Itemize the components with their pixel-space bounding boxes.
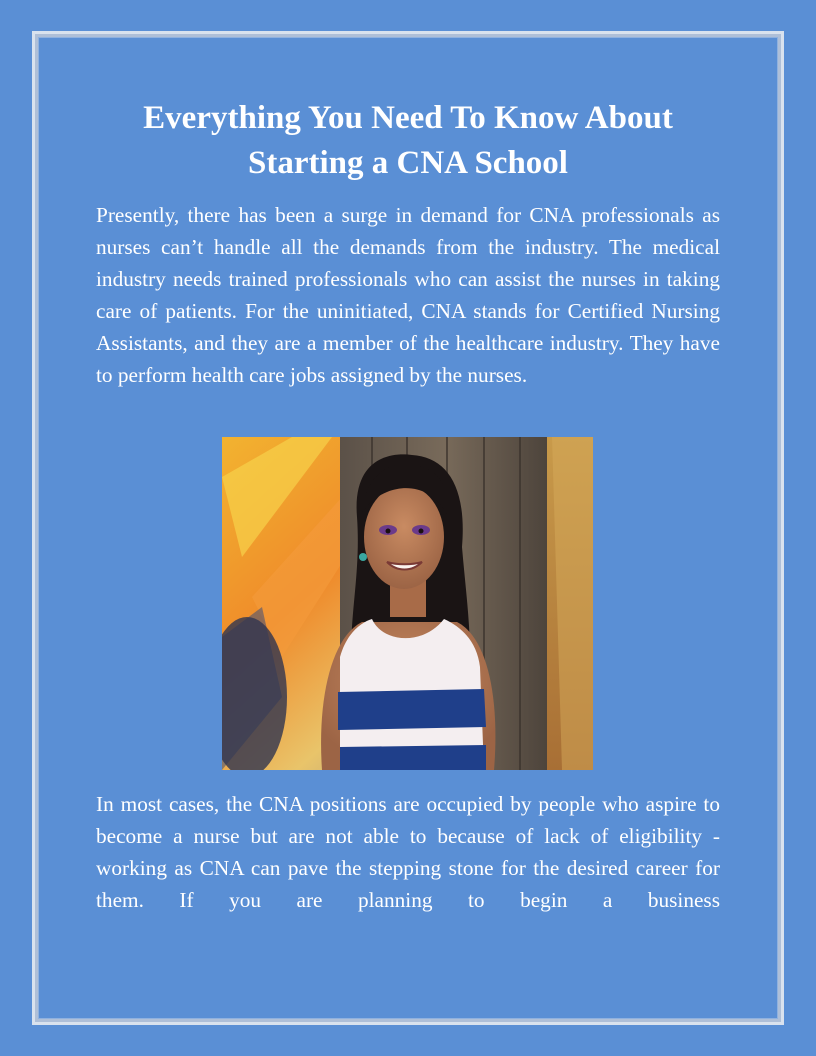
- title-line-2: Starting a CNA School: [248, 145, 568, 181]
- portrait-illustration: [222, 437, 593, 770]
- title-line-1: Everything You Need To Know About: [143, 100, 673, 136]
- portrait-photo: [222, 437, 593, 770]
- page-title: [96, 96, 720, 186]
- intro-paragraph: Presently, there has been a surge in demand for CNA professionals as nurses can’t handle all the demands from the industry. The medical industry needs trained professionals who can assist the nurses in taking care of patients. For the uninitiated, CNA stands for Certified Nursing Assistants, and they are a member of the healthcare industry. They have to perform health care jobs assigned by the nurses.: [96, 203, 720, 387]
- second-paragraph: In most cases, the CNA positions are occupied by people who aspire to become a nurse but are not able to because of lack of eligibility - working as CNA can pave the stepping stone for the desired career for them. If you are planning to begin a business: [96, 792, 720, 912]
